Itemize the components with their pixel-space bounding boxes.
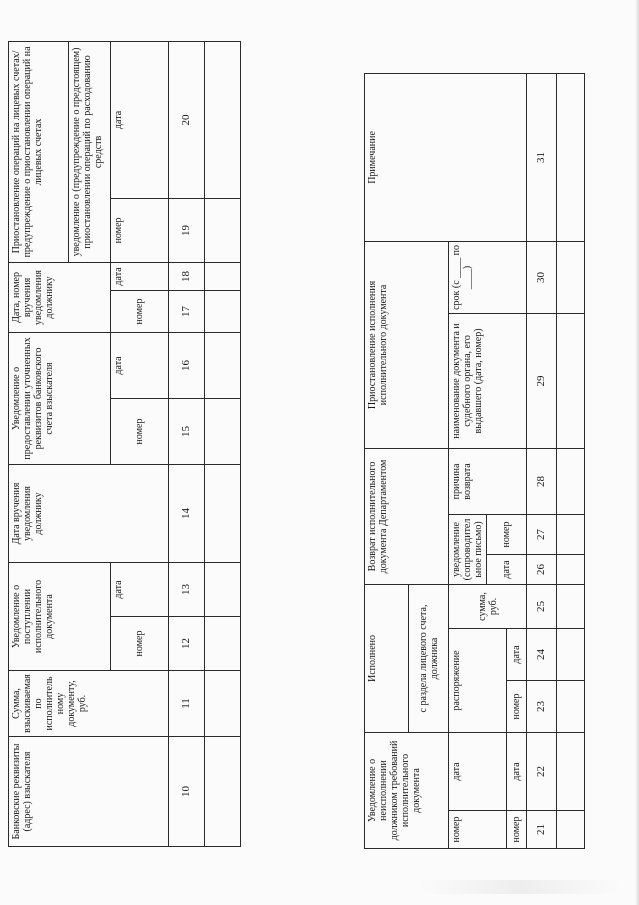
- column-number: 14: [168, 464, 204, 562]
- header-suspend-date: дата: [111, 41, 168, 198]
- table-2: [364, 73, 585, 849]
- column-number: 22: [527, 733, 557, 811]
- column-number: 23: [527, 681, 557, 733]
- column-number: 16: [168, 332, 204, 398]
- table-cell: [204, 737, 240, 847]
- column-number: 24: [527, 629, 557, 681]
- table-cell: [557, 629, 585, 681]
- header-clarify-date: дата: [111, 332, 168, 398]
- table-cell: [557, 733, 585, 811]
- header-number: номер: [507, 811, 527, 849]
- table-cell: [557, 241, 585, 313]
- header-term: срок (с ____ по ____): [449, 241, 527, 313]
- header-receipt-date: дата: [111, 562, 168, 616]
- header-notice-number: номер: [449, 811, 507, 849]
- header-delivery-date-number: Дата, номер вручения уведомления должнику: [9, 262, 111, 332]
- header-sum: Сумма, взыскиваемая по исполнительному документу, руб.: [9, 671, 169, 737]
- header-suspend-operations: Приостановление операций на лицевых счетах/ предупреждение о приостановлении операций на лицевых счетах: [9, 41, 69, 262]
- table-cell: [557, 811, 585, 849]
- column-number: 13: [168, 562, 204, 616]
- table-cell: [557, 448, 585, 514]
- table-1: [8, 41, 241, 847]
- table-row: [204, 41, 240, 846]
- column-number: 18: [168, 262, 204, 290]
- column-number: 25: [527, 584, 557, 628]
- table-cell: [204, 41, 240, 198]
- table-row: [557, 73, 585, 848]
- register-table-part-1: [8, 42, 241, 847]
- column-number: 28: [527, 448, 557, 514]
- table-1-column-numbers: [168, 41, 204, 846]
- header-amount: сумма, руб.: [449, 584, 527, 628]
- header-clarify-number: номер: [111, 398, 168, 464]
- header-date: дата: [507, 733, 527, 811]
- table-cell: [204, 262, 240, 290]
- column-number: 31: [527, 73, 557, 241]
- column-number: 17: [168, 290, 204, 332]
- header-clarify-notice: Уведомление о предоставлении уточненных реквизитов банковского счета взыскателя: [9, 332, 111, 464]
- register-table-part-2: [364, 74, 584, 849]
- header-order-number: номер: [507, 681, 527, 733]
- header-suspend-number: номер: [111, 198, 168, 262]
- table-2-column-numbers: [527, 73, 557, 848]
- header-bank-details: Банковские реквизиты (адрес) взыскателя: [9, 737, 169, 847]
- table-cell: [204, 398, 240, 464]
- column-number: 30: [527, 241, 557, 313]
- header-delivery-number: номер: [111, 290, 168, 332]
- table-cell: [204, 290, 240, 332]
- column-number: 20: [168, 41, 204, 198]
- header-return-notice: уведомление (сопроводительное письмо): [449, 514, 487, 584]
- header-receipt-notice: Уведомление о поступлении исполнительного документа: [9, 562, 111, 670]
- header-suspend-note: уведомление о (предупреждение о предстоящем) приостановлении операций по расходованию средств: [68, 41, 111, 262]
- table-cell: [204, 464, 240, 562]
- table-cell: [204, 562, 240, 616]
- column-number: 27: [527, 514, 557, 554]
- header-suspension: Приостановление исполнения исполнительного документа: [365, 241, 449, 448]
- table-cell: [204, 198, 240, 262]
- table-cell: [557, 73, 585, 241]
- header-account-section: с раздела лицевого счета, должника: [409, 584, 449, 732]
- column-number: 10: [168, 737, 204, 847]
- table-cell: [204, 332, 240, 398]
- table-cell: [557, 584, 585, 628]
- header-delivery-date: Дата вручения уведомления должнику: [9, 464, 169, 562]
- column-number: 15: [168, 398, 204, 464]
- header-executed: Исполнено: [365, 584, 409, 732]
- table-cell: [557, 514, 585, 554]
- column-number: 11: [168, 671, 204, 737]
- table-cell: [557, 681, 585, 733]
- scan-smudge: [420, 880, 620, 894]
- header-note: Примечание: [365, 73, 527, 241]
- table-cell: [204, 617, 240, 671]
- header-nonexecution-notice: Уведомление о неисполнении должником требований исполнительного документа: [365, 733, 449, 849]
- column-number: 19: [168, 198, 204, 262]
- column-number: 21: [527, 811, 557, 849]
- column-number: 29: [527, 313, 557, 448]
- header-document-return: Возврат исполнительного документа Департаментом: [365, 448, 449, 584]
- column-number: 26: [527, 554, 557, 584]
- header-notice-date: дата: [449, 733, 507, 811]
- header-return-date: дата: [487, 554, 527, 584]
- header-document-name: наименование документа и судебного органа, его выдавшего (дата, номер): [449, 313, 527, 448]
- header-receipt-number: номер: [111, 617, 168, 671]
- table-cell: [557, 313, 585, 448]
- header-return-reason: причина возврата: [449, 448, 527, 514]
- header-return-number: номер: [487, 514, 527, 554]
- table-cell: [204, 671, 240, 737]
- column-number: 12: [168, 617, 204, 671]
- header-delivery-date-sub: дата: [111, 262, 168, 290]
- header-order-date: дата: [507, 629, 527, 681]
- table-cell: [557, 554, 585, 584]
- header-order: распоряжение: [449, 629, 507, 733]
